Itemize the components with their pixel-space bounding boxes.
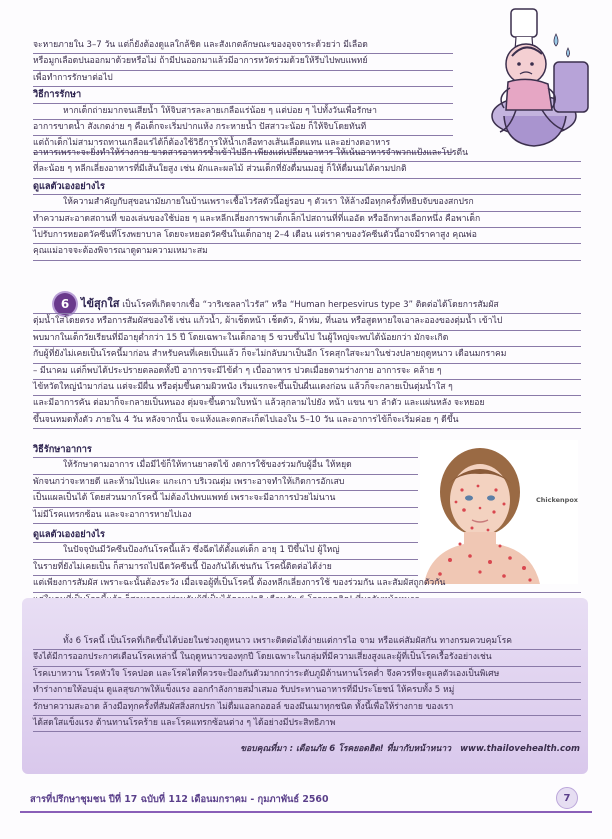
chickenpox-care-line: ในรายที่ยังไม่เคยเป็น ก็สามารถไปฉีดวัคซีนนี้ ป้องกันได้เช่นกัน โรคนี้ติดต่อได้ง่าย	[33, 560, 418, 576]
chickenpox-treatment-heading: วิธีรักษาอาการ	[33, 442, 418, 458]
summary-line: รักษาความสะอาด ล้างมือทุกครั้งที่สัมผัสสิ่งสกปรก ไม่ดื่มแอลกอฮอล์ ของมึนเมาทุกชนิด ทั้งนี้เพื่อให้ร่างกาย ของเรา	[33, 700, 581, 716]
chickenpox-line: พบมากในเด็กวัยเรียนที่มีอายุต่ำกว่า 15 ปี โดยเฉพาะในเด็กอายุ 5 ขวบขึ้นไป ในผู้ใหญ่จะพบได้น้อยกว่า มักจะเกิด	[33, 331, 581, 347]
source-url: www.thailovehealth.com	[460, 744, 580, 754]
treatment-line: อาหารเพราะจะยิ่งทำให้ร่างกาย ขาดสารอาหารซ้ำเข้าไปอีก เพียงแต่เปลี่ยนอาหาร ให้เน้นอาหารจำพวกแป้งและโปรตีน	[33, 146, 581, 162]
intro-line: หรือมูกเลือดปนออกมาด้วยหรือไม่ ถ้ามีปนออกมาแล้วมีอาการหวัดร่วมด้วยให้รีบไปพบแพทย์	[33, 54, 453, 70]
chickenpox-section	[33, 296, 581, 429]
chickenpox-care	[33, 527, 581, 609]
chickenpox-line: ไข้หวัดใหญ่นำมาก่อน แต่จะมีผื่น หรือตุ่มขึ้นตามผิวหนัง เริ่มแรกจะขึ้นเป็นผื่นแดงก่อน แล้วก็จะกลายเป็นตุ่มน้ำใส ๆ	[33, 380, 581, 396]
summary-section	[33, 634, 581, 732]
footer-divider	[20, 811, 592, 813]
chickenpox-care-heading: ดูแลตัวเองอย่างไร	[33, 527, 418, 543]
chickenpox-care-line: ในปัจจุบันมีวัคซีนป้องกันโรคนี้แล้ว ซึ่งฉีดได้ตั้งแต่เด็ก อายุ 1 ปีขึ้นไป ผู้ใหญ่	[33, 543, 418, 559]
chickenpox-treatment	[33, 442, 418, 524]
diarrhea-treatment-heading: วิธีการรักษา	[33, 87, 453, 103]
summary-line: โรคเบาหวาน โรคหัวใจ โรคปอด และโรคไตที่ควรจะป้องกันตัวมากกว่าระดับภูมิต้านทานโรคต่ำ จึงควรที่จะดูแลตัวเองเป็นพิเศษ	[33, 667, 581, 683]
intro-line: จะหายภายใน 3–7 วัน แต่ก็ยังต้องดูแลใกล้ชิด และสังเกตลักษณะของอุจจาระด้วยว่า มีเลือด	[33, 38, 453, 54]
chickenpox-line: ตุ่มน้ำใสโดยตรง หรือการสัมผัสของใช้ เช่น แก้วน้ำ, ผ้าเช็ดหน้า เช็ดตัว, ผ้าห่ม, ที่นอน หรือสูดหายใจเอาละอองของตุ่มน้ำ เข้าไป	[33, 314, 581, 330]
chickenpox-treatment-line: ให้รักษาตามอาการ เมื่อมีไข้ก็ให้ทานยาลดไข้ งดการใช้ของร่วมกับผู้อื่น ให้หยุด	[33, 458, 418, 474]
intro-section	[33, 38, 453, 153]
summary-line: จึงได้มีการออกประกาศเตือนโรคเหล่านี้ ในฤดูหนาวของทุกปี โดยเฉพาะในกลุ่มที่มีความเสี่ยงสูงและผู้ที่เป็นโรคเรื้อรังอย่างเช่น	[33, 650, 581, 666]
chickenpox-title: ไข้สุกใส	[81, 297, 120, 310]
chickenpox-line: ขึ้นจนหมดทั้งตัว ภายใน 4 วัน หลังจากนั้น จะแห้งและตกสะเก็ดไปเองใน 5–10 วัน และอาการไข้ก็จะเริ่มค่อย ๆ ดีขึ้น	[33, 413, 581, 429]
chickenpox-care-line: แต่เพียงการสัมผัส เพราะฉะนั้นต้องระวัง เมื่อเจอผู้ที่เป็นโรคนี้ ต้องหลีกเลี่ยงการใช้ ของร่วมกัน และสัมผัสถูกตัวกัน	[33, 576, 581, 592]
chickenpox-line: เป็นโรคที่เกิดจากเชื้อ “วาริเซลลาไวรัส” หรือ “Human herpesvirus type 3” ติดต่อได้โดยการสัมผัส	[122, 300, 499, 310]
chickenpox-line: – มีนาคม แต่ก็พบได้ประปรายตลอดทั้งปี อาการจะมีไข้ต่ำ ๆ เบื่ออาหาร ปวดเมื่อยตามร่างกาย อาการจะ คล้าย ๆ	[33, 364, 581, 380]
chickenpox-line-first	[33, 296, 581, 314]
summary-line: ทั้ง 6 โรคนี้ เป็นโรคที่เกิดขึ้นได้บ่อยในช่วงฤดูหนาว เพราะติดต่อได้ง่ายแต่การไอ จาม หรือแค่สัมผัสกัน ทางกรมควบคุมโรค	[33, 634, 581, 650]
treatment-line: อาการขาดน้ำ สังเกตง่าย ๆ คือเด็กจะเริ่มปากแห้ง กระหายน้ำ ปัสสาวะน้อย ก็ให้จิบโดยทันที	[33, 120, 453, 136]
summary-line: ทำร่างกายให้อบอุ่น ดูแลสุขภาพให้แข็งแรง ออกกำลังกายสม่ำเสมอ รับประทานอาหารที่มีประโยชน์ ให้ครบทั้ง 5 หมู่	[33, 683, 581, 699]
footer-publication: สารที่ปรึกษาชุมชน ปีที่ 17 ฉบับที่ 112 เดือนมกราคม - กุมภาพันธ์ 2560	[30, 794, 329, 805]
chickenpox-line: และมีอาการคัน ต่อมาก็จะกลายเป็นหนอง ตุ่มจะขึ้นตามใบหน้า แล้วลุกลามไปยัง หน้า แขน ขา ลำตัว และแผ่นหลัง จะหยอย	[33, 396, 581, 412]
source-credit-text: ขอบคุณที่มา : เตือนภัย 6 โรคยอดฮิต! ที่มากับหน้าหนาว	[240, 744, 452, 754]
care-line: ให้ความสำคัญกับสุขอนามัยภายในบ้านเพราะเชื้อไวรัสตัวนี้อยู่รอบ ๆ ตัวเรา ให้ล้างมือทุกครั้งที่หยิบจับของสกปรก	[33, 195, 581, 211]
chickenpox-treatment-line: ไม่มีโรคแทรกซ้อน และจะอาการหายไปเอง	[33, 508, 418, 524]
chickenpox-treatment-line: เป็นแผลเป็นได้ โดยส่วนมากโรคนี้ ไม่ต้องไปพบแพทย์ เพราะจะมีอาการป่วยไม่นาน	[33, 491, 418, 507]
treatment-line: หากเด็กถ่ายมากจนเสียน้ำ ให้จิบสารละลายเกลือแร่น้อย ๆ แต่บ่อย ๆ ไปทั้งวันเพื่อรักษา	[33, 104, 453, 120]
intro-wide-section	[33, 146, 581, 261]
source-credit	[240, 741, 580, 755]
intro-line: เพื่อทำการรักษาต่อไป	[33, 71, 453, 87]
treatment-line: แต่ถ้าเด็กไม่สามารถทานเกลือแร่ได้ก็ต้องใช้วิธีการให้น้ำเกลือทางเส้นเลือดแทน และอย่างดอาหาร	[33, 136, 453, 152]
treatment-line: ที่ละน้อย ๆ หลีกเลี่ยงอาหารที่มีเส้นใยสูง เช่น ผักและผลไม้ ส่วนเด็กที่ยังดื่มนมอยู่ ก็ให้ดื่มนมได้ตามปกติ	[33, 162, 581, 178]
section-number-badge: 6	[54, 293, 76, 315]
care-line: ไปรับการหยอดวัคซีนที่โรงพยาบาล โดยจะหยอดวัคซีนในเด็กอายุ 2–4 เดือน แต่ราคาของวัคซีนตัวนี้อาจมีราคาสูง คุณพ่อ	[33, 228, 581, 244]
chickenpox-treatment-line: พักจนกว่าจะหายดี และห้ามไปแคะ แกะเกา บริเวณตุ่ม เพราะอาจทำให้เกิดการอักเสบ	[33, 475, 418, 491]
chickenpox-caption: Chickenpox	[536, 496, 578, 504]
care-line: คุณแม่อาจจะต้องพิจารณาดูตามความเหมาะสม	[33, 244, 581, 260]
diarrhea-care-heading: ดูแลตัวเองอย่างไร	[33, 179, 581, 195]
page-number: 7	[556, 787, 578, 809]
care-line: ทำความสะอาดสถานที่ ของเล่นของใช้บ่อย ๆ และหลีกเลี่ยงการพาเด็กเล็กไปสถานที่ที่แออัด หรืออีกทางเลือกหนึ่ง คือพาเด็ก	[33, 212, 581, 228]
child-toilet-illustration	[456, 4, 606, 154]
chickenpox-line: กับผู้ที่ยังไม่เคยเป็นโรคนี้มาก่อน สำหรับคนที่เคยเป็นแล้ว ก็จะไม่กลับมาเป็นอีก โรคสุกใสจะมาในช่วงปลายฤดูหนาว เดือนมกราคม	[33, 347, 581, 363]
summary-line: ได้สดใสแข็งแรง ต้านทานโรคร้าย และโรคแทรกซ้อนต่าง ๆ ได้อย่างมีประสิทธิภาพ	[33, 716, 581, 732]
